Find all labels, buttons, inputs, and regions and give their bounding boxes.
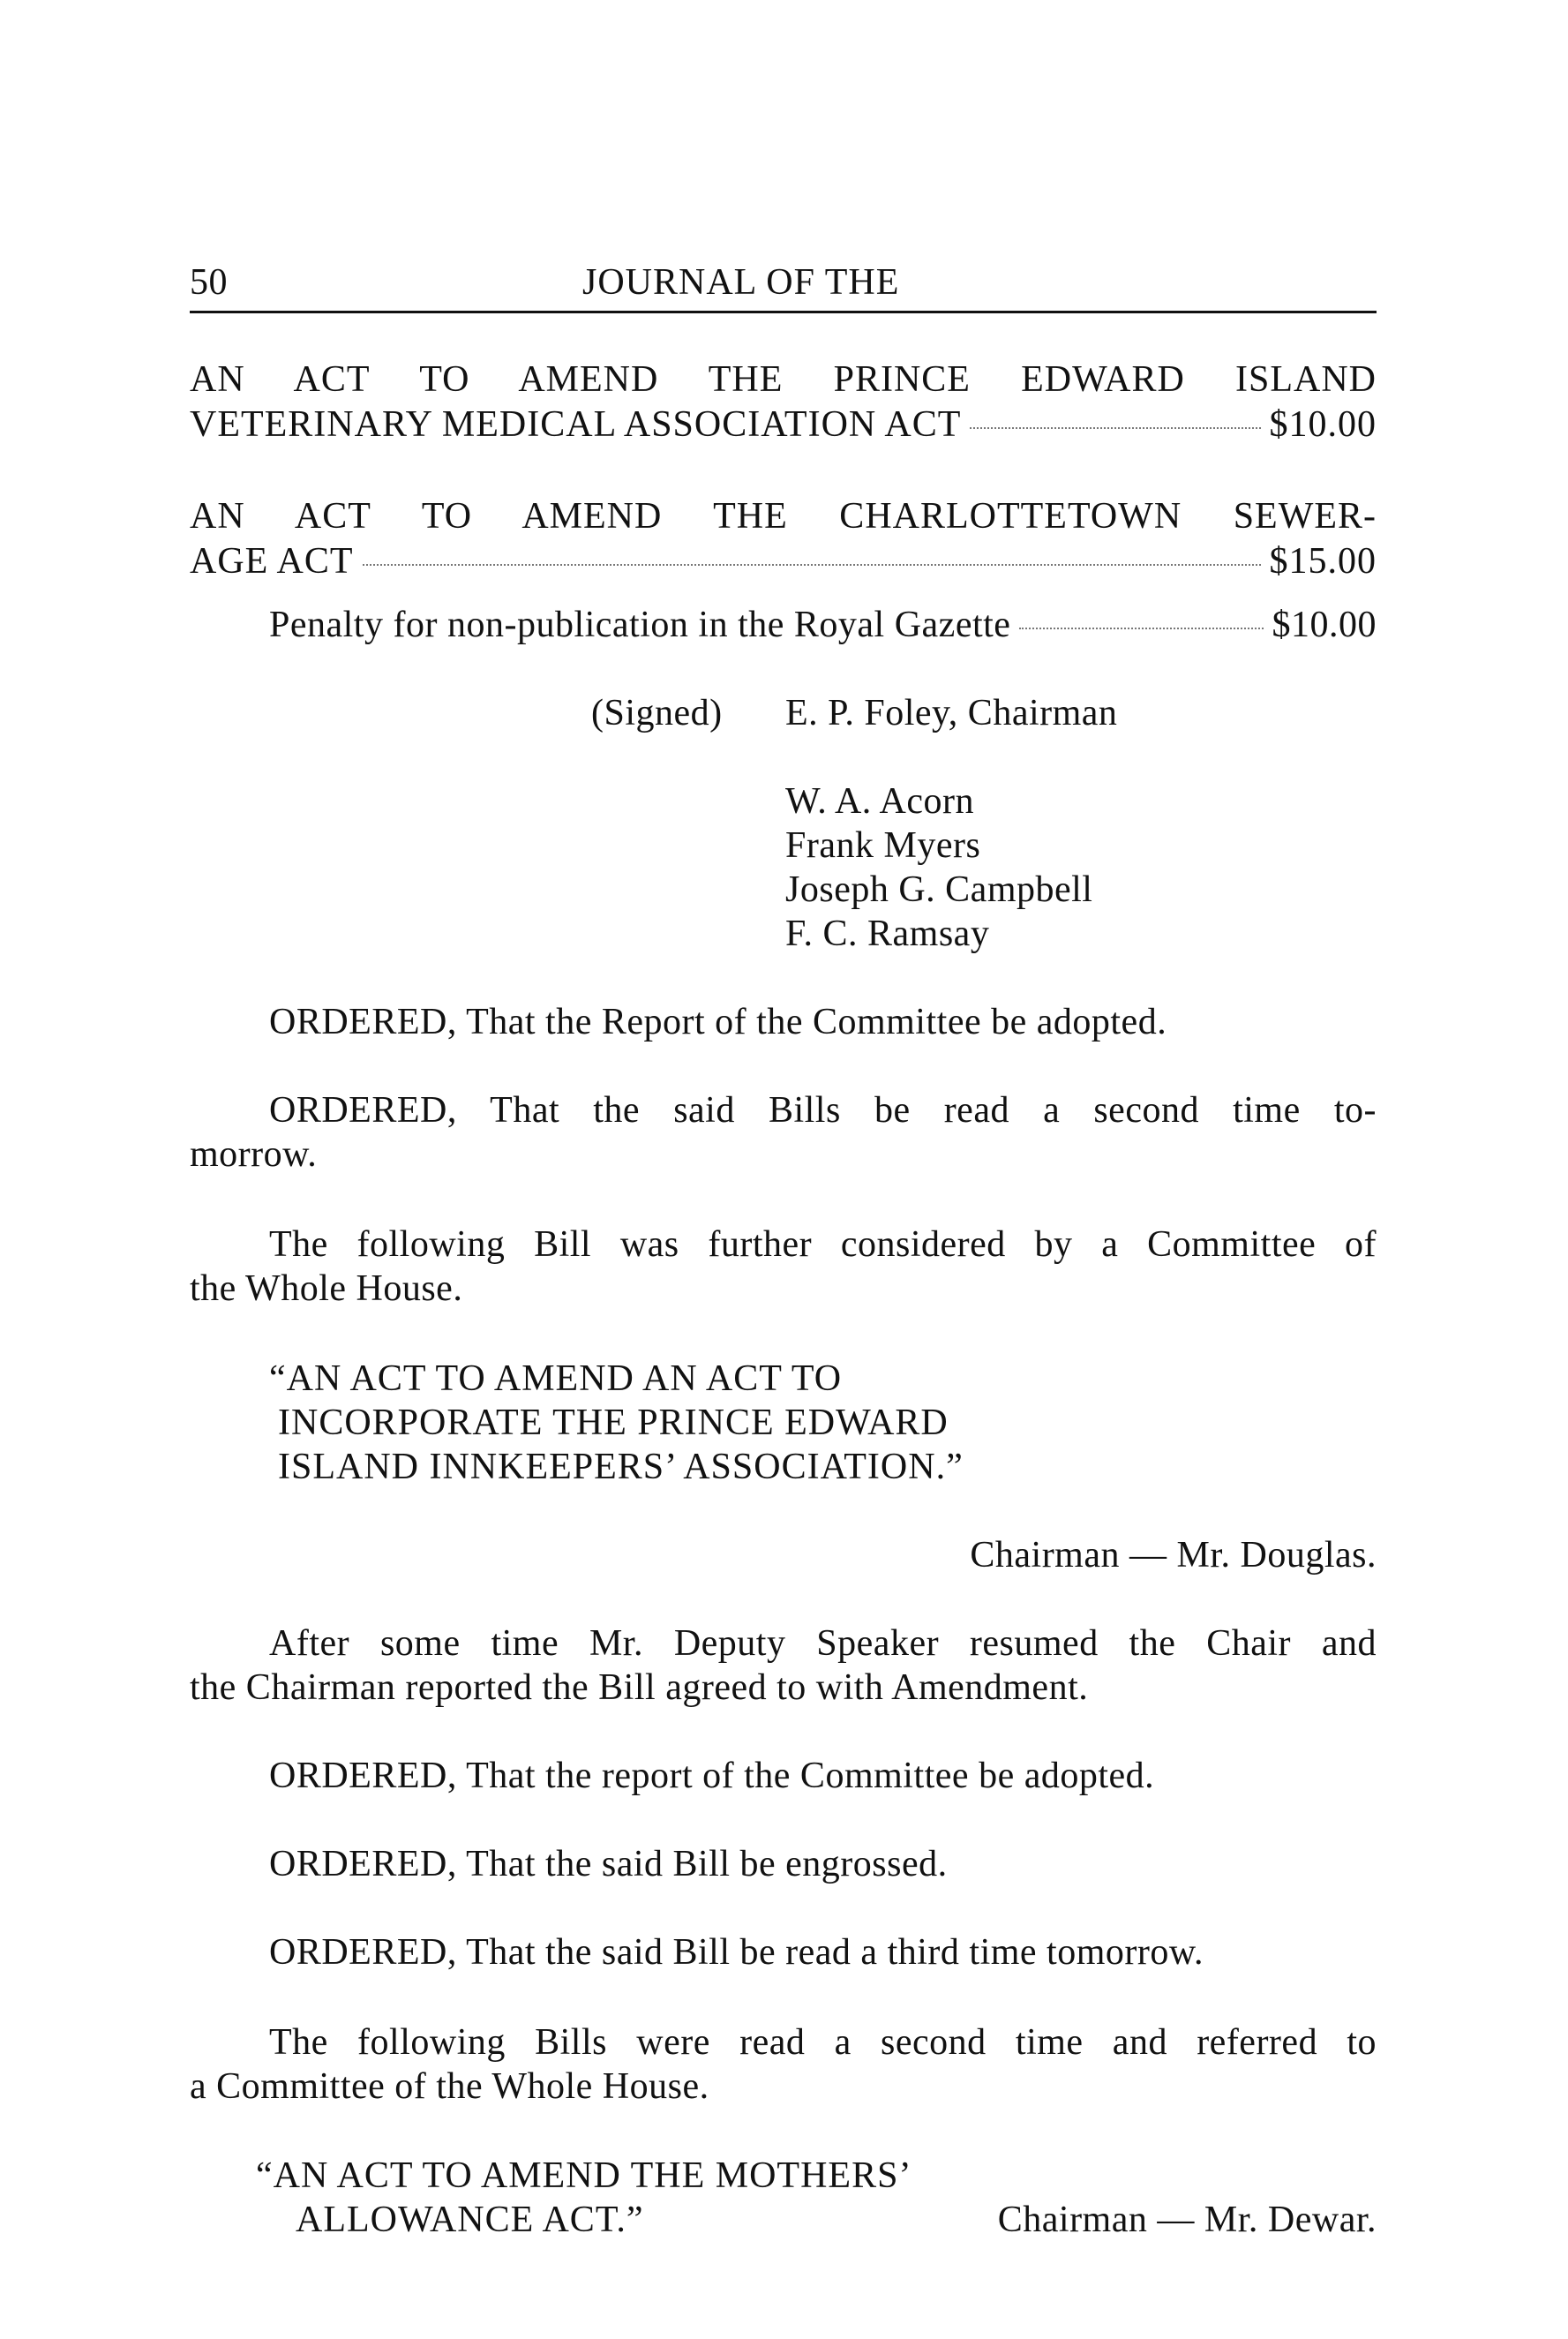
committee-member: Frank Myers: [785, 825, 981, 866]
header-rule: [190, 311, 1377, 313]
ordered-second-reading-line2: morrow.: [190, 1134, 318, 1175]
ordered-third-reading: ORDERED, That the said Bill be read a third time tomorrow.: [269, 1932, 1204, 1973]
fee-act1-line2-row: [190, 402, 1377, 447]
ordered-report-adopted: ORDERED, That the Report of the Committee be adopted.: [269, 1002, 1167, 1042]
fee-penalty-amount: $10.00: [1272, 605, 1377, 645]
second-time-line1: The following Bills were read a second time and referred to: [269, 2022, 1377, 2063]
signed-label: (Signed): [591, 693, 723, 733]
ordered-second-reading-line1: ORDERED, That the said Bills be read a second time to-: [269, 1090, 1377, 1131]
ordered-engrossed: ORDERED, That the said Bill be engrossed.: [269, 1844, 948, 1884]
further-considered-line1: The following Bill was further considered by a Committee of: [269, 1224, 1377, 1265]
fee-act2-line1: AN ACT TO AMEND THE CHARLOTTETOWN SEWER-: [190, 496, 1377, 537]
second-time-line2: a Committee of the Whole House.: [190, 2066, 709, 2107]
after-time-line2: the Chairman reported the Bill agreed to with Amendment.: [190, 1667, 1089, 1708]
ordered-report-adopted-2: ORDERED, That the report of the Committee be adopted.: [269, 1756, 1155, 1796]
committee-member: F. C. Ramsay: [785, 914, 990, 954]
after-time-line1: After some time Mr. Deputy Speaker resumed the Chair and: [269, 1623, 1377, 1664]
committee-member: Joseph G. Campbell: [785, 869, 1093, 910]
fee-act2-line2-row: [190, 539, 1377, 583]
chairman-signature: E. P. Foley, Chairman: [785, 693, 1118, 733]
fee-penalty-label: Penalty for non-publication in the Royal Gazette: [269, 605, 1011, 645]
bill2-title-line1: “AN ACT TO AMEND THE MOTHERS’: [256, 2155, 912, 2196]
bill1-title-line1: “AN ACT TO AMEND AN ACT TO: [269, 1358, 843, 1399]
dot-leader: [970, 426, 1260, 429]
bill2-title-line2: ALLOWANCE ACT.”: [296, 2200, 644, 2240]
fee-act2-line2: AGE ACT: [190, 541, 354, 582]
bill1-chairman: Chairman — Mr. Douglas.: [970, 1535, 1377, 1576]
running-title: JOURNAL OF THE: [582, 262, 900, 303]
fee-act1-line2: VETERINARY MEDICAL ASSOCIATION ACT: [190, 404, 962, 445]
fee-act2-amount: $15.00: [1269, 541, 1377, 582]
bill1-title-line2: INCORPORATE THE PRINCE EDWARD: [278, 1403, 949, 1443]
fee-act1-amount: $10.00: [1269, 404, 1377, 445]
bill2-chairman: Chairman — Mr. Dewar.: [997, 2200, 1377, 2240]
committee-member: W. A. Acorn: [785, 781, 974, 822]
dot-leader: [1019, 627, 1263, 629]
page-number: 50: [190, 262, 228, 303]
dot-leader: [363, 563, 1261, 566]
fee-act1-line1: AN ACT TO AMEND THE PRINCE EDWARD ISLAND: [190, 359, 1377, 400]
further-considered-line2: the Whole House.: [190, 1268, 463, 1309]
bill1-title-line3: ISLAND INNKEEPERS’ ASSOCIATION.”: [278, 1447, 964, 1487]
fee-penalty-row: [269, 603, 1377, 647]
